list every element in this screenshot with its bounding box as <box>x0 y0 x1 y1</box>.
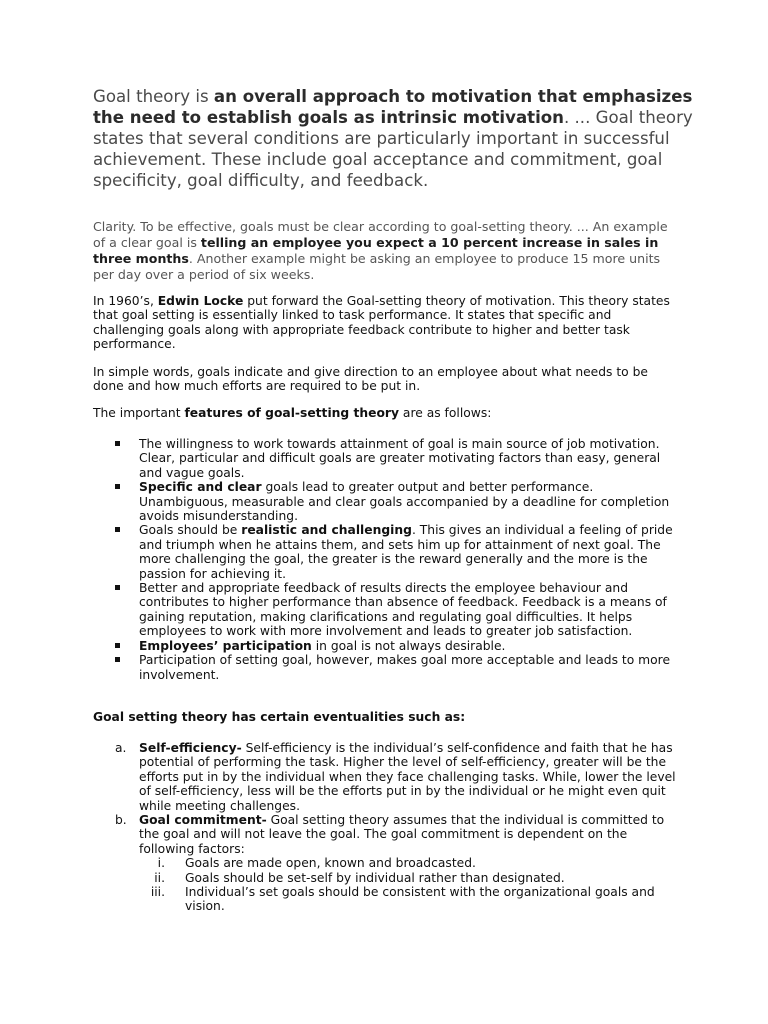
feature-bold: realistic and challenging <box>241 523 412 538</box>
feature-pre: Goals should be <box>139 523 242 538</box>
bullet-icon <box>115 484 120 489</box>
bullet-icon <box>115 441 120 446</box>
factor-item <box>139 885 683 914</box>
bullet-icon <box>115 643 120 648</box>
features-list <box>93 437 683 682</box>
feature-item <box>93 653 683 682</box>
locke-paragraph <box>93 294 673 352</box>
feature-item <box>93 581 683 639</box>
factor-text: Individual’s set goals should be consistent with the organizational goals and vision. <box>185 885 655 914</box>
clarity-bold: telling an employee you expect a 10 percent increase in sales in three months <box>93 235 659 266</box>
locke-text-1: In 1960’s, <box>93 294 158 308</box>
eventuality-bold: Self-efficiency- <box>139 741 242 755</box>
eventualities-heading: Goal setting theory has certain eventualities such as: <box>93 710 466 724</box>
factor-text: Goals are made open, known and broadcasted. <box>185 856 476 871</box>
clarity-text-2: . Another example might be asking an employee to produce 15 more units per day over a period of six weeks. <box>93 251 661 282</box>
bullet-icon <box>115 585 120 590</box>
simple-words-paragraph: In simple words, goals indicate and give direction to an employee about what needs to be done and how much efforts are required to be put in. <box>93 365 648 394</box>
bullet-icon <box>115 527 120 532</box>
feature-item <box>93 437 683 480</box>
list-marker: b. <box>115 813 127 828</box>
features-intro-bold: features of goal-setting theory <box>184 406 399 420</box>
eventuality-text: Goal setting theory assumes that the individual is committed to the goal and will not leave the goal. The goal commitment is dependent on the following factors: <box>139 813 665 856</box>
eventuality-bold: Goal commitment- <box>139 813 267 828</box>
factor-item <box>139 856 683 870</box>
feature-item <box>93 523 683 581</box>
list-marker: ii. <box>154 870 165 885</box>
feature-text: The willingness to work towards attainment of goal is main source of job motivation. Clear, particular and difficult goals are greater motivating factors than easy, general and vague goals. <box>139 437 661 480</box>
eventuality-item <box>93 741 683 813</box>
eventuality-item <box>93 813 683 914</box>
locke-bold: Edwin Locke <box>157 294 244 308</box>
lead-paragraph <box>93 86 693 191</box>
feature-text: . This gives an individual a feeling of pride and triumph when he attains them, and sets him up for attainment of next goal. The more challenging the goal, the greater is the reward generally and the more is the passion for achieving it. <box>139 523 673 581</box>
features-intro-text-1: The important <box>93 406 185 420</box>
list-marker: a. <box>115 741 127 755</box>
list-marker: i. <box>157 856 165 871</box>
clarity-text-1: Clarity. To be effective, goals must be clear according to goal-setting theory. ... An example of a clear goal is <box>93 219 668 250</box>
lead-bold: an overall approach to motivation that emphasizes the need to establish goals as intrinsic motivation <box>93 87 693 127</box>
factor-item <box>139 871 683 885</box>
features-intro-text-2: are as follows: <box>399 406 492 420</box>
eventualities-list <box>93 741 683 914</box>
feature-text: Better and appropriate feedback of results directs the employee behaviour and contributes to higher performance than absence of feedback. Feedback is a means of gaining reputation, making clarifications and regulating goal difficulties. It helps employees to work with more involvement and leads to greater job satisfaction. <box>139 581 667 639</box>
lead-text-1: Goal theory is <box>93 87 214 106</box>
bullet-icon <box>115 657 120 662</box>
feature-text: Participation of setting goal, however, makes goal more acceptable and leads to more involvement. <box>139 653 671 682</box>
locke-text-2: put forward the Goal-setting theory of motivation. This theory states that goal setting is essentially linked to task performance. It states that specific and challenging goals along with appropriate feedback contribute to higher and better task performance. <box>93 294 670 352</box>
lead-text-2: . ... Goal theory states that several conditions are particularly important in successful achievement. These include goal acceptance and commitment, goal specificity, goal difficulty, and feedback. <box>93 108 693 190</box>
factor-text: Goals should be set-self by individual rather than designated. <box>185 870 565 885</box>
features-intro <box>93 406 673 420</box>
feature-bold: Specific and clear <box>139 480 262 495</box>
feature-item <box>93 639 683 653</box>
feature-text: goals lead to greater output and better performance. Unambiguous, measurable and clear goals accompanied by a deadline for completion avoids misunderstanding. <box>139 480 670 524</box>
feature-bold: Employees’ participation <box>139 638 312 653</box>
eventuality-text: Self-efficiency is the individual’s self-confidence and faith that he has potential of performing the task. Higher the level of self-efficiency, greater will be the efforts put in by the individual when they face challenging tasks. While, lower the level of self-efficiency, less will be the efforts put in by the individual or he might even quit while meeting challenges. <box>139 741 676 813</box>
feature-item <box>93 480 683 523</box>
factors-list <box>139 856 683 914</box>
feature-text: in goal is not always desirable. <box>311 638 506 653</box>
clarity-paragraph <box>93 219 683 283</box>
list-marker: iii. <box>150 885 165 900</box>
